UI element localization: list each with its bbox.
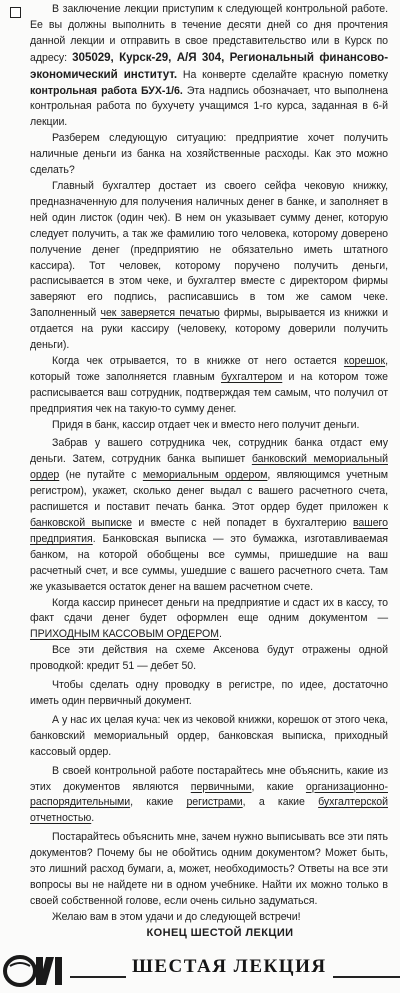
text-span: и на котором тоже расписывается ваш сотрудник, подтверждая тем самым, что получил от предприятия чек на такую-то сумму денег. bbox=[30, 370, 388, 415]
page-footer bbox=[0, 952, 400, 992]
underlined-term: банковской выписке bbox=[30, 517, 132, 529]
underlined-term: бухгалтером bbox=[220, 370, 283, 383]
underlined-term: корешок bbox=[343, 354, 386, 367]
text-span: Когда кассир принесет деньги на предприятие и сдаст их в кассу, то факт сдачи денег будет оформлен еще одним документом — bbox=[30, 596, 388, 625]
text-span: На конверте сделайте красную пометку bbox=[177, 68, 388, 81]
text-span: фирмы, вырывается из книжки и отдается на руки кассиру (человеку, которому доверили получить деньги). bbox=[30, 307, 388, 352]
text-span: В своей контрольной работе постарайтесь мне объяснить, какие из этих документов являются bbox=[30, 764, 388, 793]
underlined-term: вашего предприятия bbox=[30, 517, 388, 545]
underlined-term: организационно-распорядительными bbox=[30, 780, 388, 809]
text-span: Забрав у вашего сотрудника чек, сотрудник банка отдаст ему деньги. Затем, сотрудник банка выпишет bbox=[30, 437, 388, 466]
footer-title: ШЕСТАЯ ЛЕКЦИЯ bbox=[126, 956, 333, 978]
underlined-term: регистрами bbox=[186, 796, 243, 809]
lecture-text bbox=[30, 2, 388, 942]
paragraph-cash-order bbox=[30, 596, 388, 644]
text-span: и вместе с ней попадет в бухгалтерию bbox=[131, 517, 353, 529]
text-span: , какие bbox=[130, 796, 187, 809]
paragraph-stub bbox=[30, 354, 388, 418]
envelope-mark: контрольная работа БУХ-1/6. bbox=[30, 84, 183, 97]
paragraph-posting: Все эти действия на схеме Аксенова будут отражены одной проводкой: кредит 51 — дебет 50. bbox=[30, 644, 388, 673]
paragraph-assignment bbox=[30, 2, 388, 131]
underlined-term: чек заверяется печатью bbox=[100, 307, 220, 320]
underlined-term: первичными bbox=[190, 780, 252, 793]
paragraph-task bbox=[30, 764, 388, 828]
text-span: . bbox=[91, 812, 95, 825]
paragraph-questions: Постарайтесь объяснить мне, зачем нужно выписывать все эти пять документов? Почему бы не обойтись одним документом? Может быть, это лишний расход бумаги, а, может, необходимость? Ответы на все эти вопросы вы не найдете ни в одном учебнике. Найти их можно только в своей собственной голове, если очень сильно задуматься. bbox=[30, 831, 388, 907]
text-span: В заключение лекции приступим к следующей контрольной работе. Ее вы должны выполнить в течение десяти дней со дня прочтения данной лекции и отправить в свое представительство или в Курск по адресу: bbox=[30, 3, 388, 64]
paragraph-memorial-order bbox=[30, 436, 388, 595]
text-span: , который тоже заполняется главным bbox=[30, 354, 388, 383]
checkbox-icon bbox=[10, 7, 21, 18]
paragraph-situation: Разберем следующую ситуацию: предприятие хочет получить наличные деньги из банка на хозяйственные расходы. Как это можно сделать? bbox=[30, 132, 388, 177]
text-span: . bbox=[218, 628, 222, 641]
text-span: , какие bbox=[251, 780, 306, 793]
text-span: , являющимся учетным регистром), укажет, сколько денег выдал с вашего расчетного счета, распишется и поставит печать банка. Этот ордер будет приложен к bbox=[30, 469, 389, 514]
paragraph-primary-doc: Чтобы сделать одну проводку в регистре, по идее, достаточно иметь один первичный документ. bbox=[30, 679, 388, 707]
address: 305029, Курск-29, А/Я 304, Региональный финансово-экономический институт. bbox=[30, 50, 388, 81]
paragraph-document-list: А у нас их целая куча: чек из чековой книжки, корешок от этого чека, банковский мемориальный ордер, банковская выписка, приходный кассовый ордер. bbox=[30, 713, 388, 758]
text-span: (не путайте с bbox=[59, 469, 143, 482]
underlined-term: мемориальным ордером bbox=[142, 469, 268, 482]
text-span: . Банковская выписка — это бумажка, изготавливаемая банком, на которой обобщены все суммы, пришедшие на ваш расчетный счет, и все суммы, ушедшие с вашего расчетного счета. Там же указывается остаток денег на вашем расчетном счете. bbox=[30, 532, 388, 593]
text-span: Когда чек отрывается, то в книжке от него остается bbox=[52, 354, 344, 367]
text-span: Эта надпись обозначает, что выполнена контрольная работа по бухучету учащимся 1-го курса, заданная в 6-й лекции. bbox=[30, 84, 388, 129]
text-span: , а какие bbox=[242, 796, 319, 809]
paragraph-checkbook bbox=[30, 179, 388, 354]
text-span: Главный бухгалтер достает из своего сейфа чековую книжку, предназначенную для получения наличных денег в банке, и заполняет в ней один листок (один чек). В нем он указывает сумму денег, которую следует получить, а так же фамилию того человека, которому доверено получение денег (предприятию не обязательно иметь штатного кассира). Тот человек, которому поручено получить деньги, расписывается в этом чеке, и бухгалтер вместе с директором фирмы заверяют его подпись, расписавшись в том же самом чеке. Заполненный bbox=[30, 179, 388, 320]
paragraph-bank: Придя в банк, кассир отдает чек и вместо него получит деньги. bbox=[52, 418, 360, 431]
institute-logo-icon bbox=[2, 954, 66, 988]
underlined-term: банковский мемориальный ордер bbox=[30, 453, 388, 482]
paragraph-farewell: Желаю вам в этом удачи и до следующей встречи! bbox=[52, 910, 301, 923]
underlined-term: ПРИХОДНЫМ КАССОВЫМ ОРДЕРОМ bbox=[30, 628, 219, 641]
underlined-term: бухгалтерской отчетностью bbox=[30, 796, 388, 825]
lecture-end-heading: КОНЕЦ ШЕСТОЙ ЛЕКЦИИ bbox=[146, 926, 294, 939]
